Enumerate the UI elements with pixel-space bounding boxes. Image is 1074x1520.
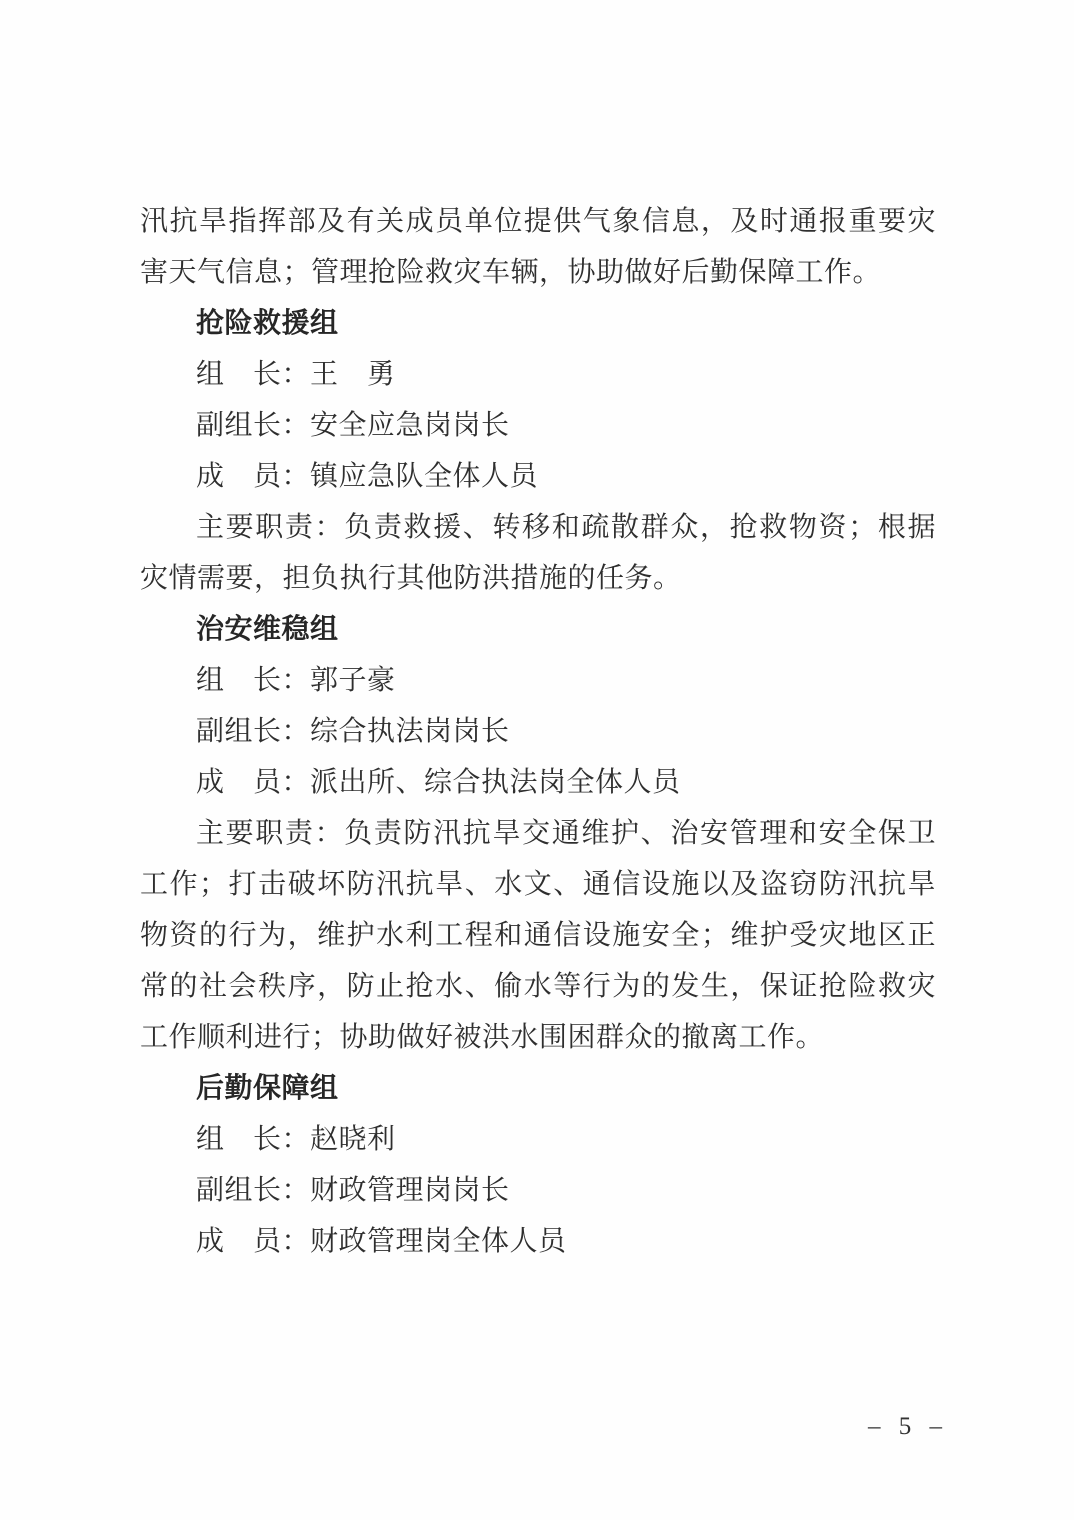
- group-members-line: 成 员：派出所、综合执法岗全体人员: [196, 767, 681, 798]
- group-section-logistics: [140, 1063, 936, 1267]
- group-members-line: 成 员：镇应急队全体人员: [196, 461, 539, 492]
- group-deputy-line: 副组长：综合执法岗岗长: [196, 716, 510, 747]
- group-section-security: [140, 604, 936, 1063]
- group-members-line: 成 员：财政管理岗全体人员: [196, 1226, 567, 1257]
- group-title: 治安维稳组: [196, 614, 339, 645]
- group-title: 后勤保障组: [196, 1073, 339, 1104]
- group-leader-line: 组 长：赵晓利: [196, 1124, 396, 1155]
- group-deputy-line: 副组长：安全应急岗岗长: [196, 410, 510, 441]
- paragraph-intro-continuation: 汛抗旱指挥部及有关成员单位提供气象信息，及时通报重要灾害天气信息；管理抢险救灾车辆，协助做好后勤保障工作。: [140, 206, 936, 288]
- group-leader-line: 组 长：郭子豪: [196, 665, 396, 696]
- group-duties-paragraph: 主要职责：负责防汛抗旱交通维护、治安管理和安全保卫工作；打击破坏防汛抗旱、水文、通信设施以及盗窃防汛抗旱物资的行为，维护水利工程和通信设施安全；维护受灾地区正常的社会秩序，防止抢水、偷水等行为的发生，保证抢险救灾工作顺利进行；协助做好被洪水围困群众的撤离工作。: [140, 818, 936, 1053]
- group-leader-line: 组 长：王 勇: [196, 359, 396, 390]
- group-section-rescue: [140, 298, 936, 604]
- group-duties-paragraph: 主要职责：负责救援、转移和疏散群众，抢救物资；根据灾情需要，担负执行其他防洪措施的任务。: [140, 512, 936, 594]
- page-number: – 5 –: [868, 1413, 944, 1440]
- document-body: [140, 196, 936, 1267]
- group-title: 抢险救援组: [196, 308, 339, 339]
- group-deputy-line: 副组长：财政管理岗岗长: [196, 1175, 510, 1206]
